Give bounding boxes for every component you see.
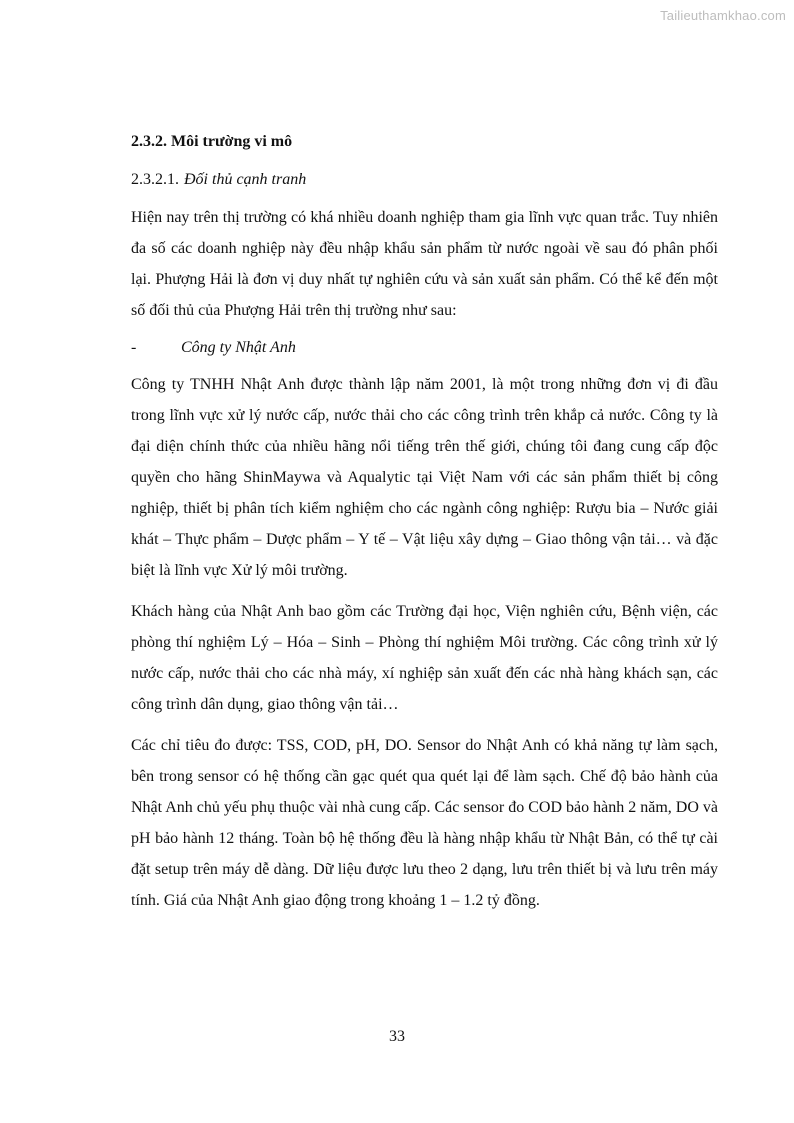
subsection-heading: [131, 168, 718, 192]
document-body: [131, 130, 718, 916]
paragraph-indicators: Các chỉ tiêu đo được: TSS, COD, pH, DO. Sensor do Nhật Anh có khả năng tự làm sạch, bên trong sensor có hệ thống cần gạc quét qua quét lại để làm sạch. Chế độ bảo hành của Nhật Anh chủ yếu phụ thuộc vài nhà cung cấp. Các sensor đo COD bảo hành 2 năm, DO và pH bảo hành 12 tháng. Toàn bộ hệ thống đều là hàng nhập khẩu từ Nhật Bản, có thể tự cài đặt setup trên máy dễ dàng. Dữ liệu được lưu theo 2 dạng, lưu trên thiết bị và lưu trên máy tính. Giá của Nhật Anh giao động trong khoảng 1 – 1.2 tỷ đồng.: [131, 737, 718, 909]
section-heading: 2.3.2. Môi trường vi mô: [131, 133, 293, 150]
subsection-title: Đối thủ cạnh tranh: [184, 171, 307, 188]
paragraph-company-intro: Công ty TNHH Nhật Anh được thành lập năm 2001, là một trong những đơn vị đi đầu trong lĩnh vực xử lý nước cấp, nước thải cho các công trình trên khắp cả nước. Công ty là đại diện chính thức của nhiều hãng nổi tiếng trên thế giới, chúng tôi đang cung cấp độc quyền cho hãng ShinMaywa và Aqualytic tại Việt Nam với các sản phẩm thiết bị công nghiệp, thiết bị phân tích kiểm nghiệm cho các ngành công nghiệp: Rượu bia – Nước giải khát – Thực phẩm – Dược phẩm – Y tế – Vật liệu xây dựng – Giao thông vận tải… và đặc biệt là lĩnh vực Xử lý môi trường.: [131, 376, 718, 579]
paragraph-customers: Khách hàng của Nhật Anh bao gồm các Trường đại học, Viện nghiên cứu, Bệnh viện, các phòng thí nghiệm Lý – Hóa – Sinh – Phòng thí nghiệm Môi trường. Các công trình xử lý nước cấp, nước thải cho các nhà máy, xí nghiệp sản xuất đến các nhà hàng khách sạn, các công trình dân dụng, giao thông vận tải…: [131, 603, 718, 713]
bullet-item: [131, 332, 718, 363]
bullet-dash: -: [131, 339, 137, 356]
page-number: 33: [389, 1028, 405, 1045]
bullet-title: Công ty Nhật Anh: [181, 339, 296, 356]
paragraph-intro: Hiện nay trên thị trường có khá nhiều doanh nghiệp tham gia lĩnh vực quan trắc. Tuy nhiên đa số các doanh nghiệp này đều nhập khẩu sản phẩm từ nước ngoài về sau đó phân phối lại. Phượng Hải là đơn vị duy nhất tự nghiên cứu và sản xuất sản phẩm. Có thể kể đến một số đối thủ của Phượng Hải trên thị trường như sau:: [131, 209, 718, 319]
watermark: Tailieuthamkhao.com: [660, 8, 786, 23]
subsection-number: 2.3.2.1.: [131, 171, 179, 188]
